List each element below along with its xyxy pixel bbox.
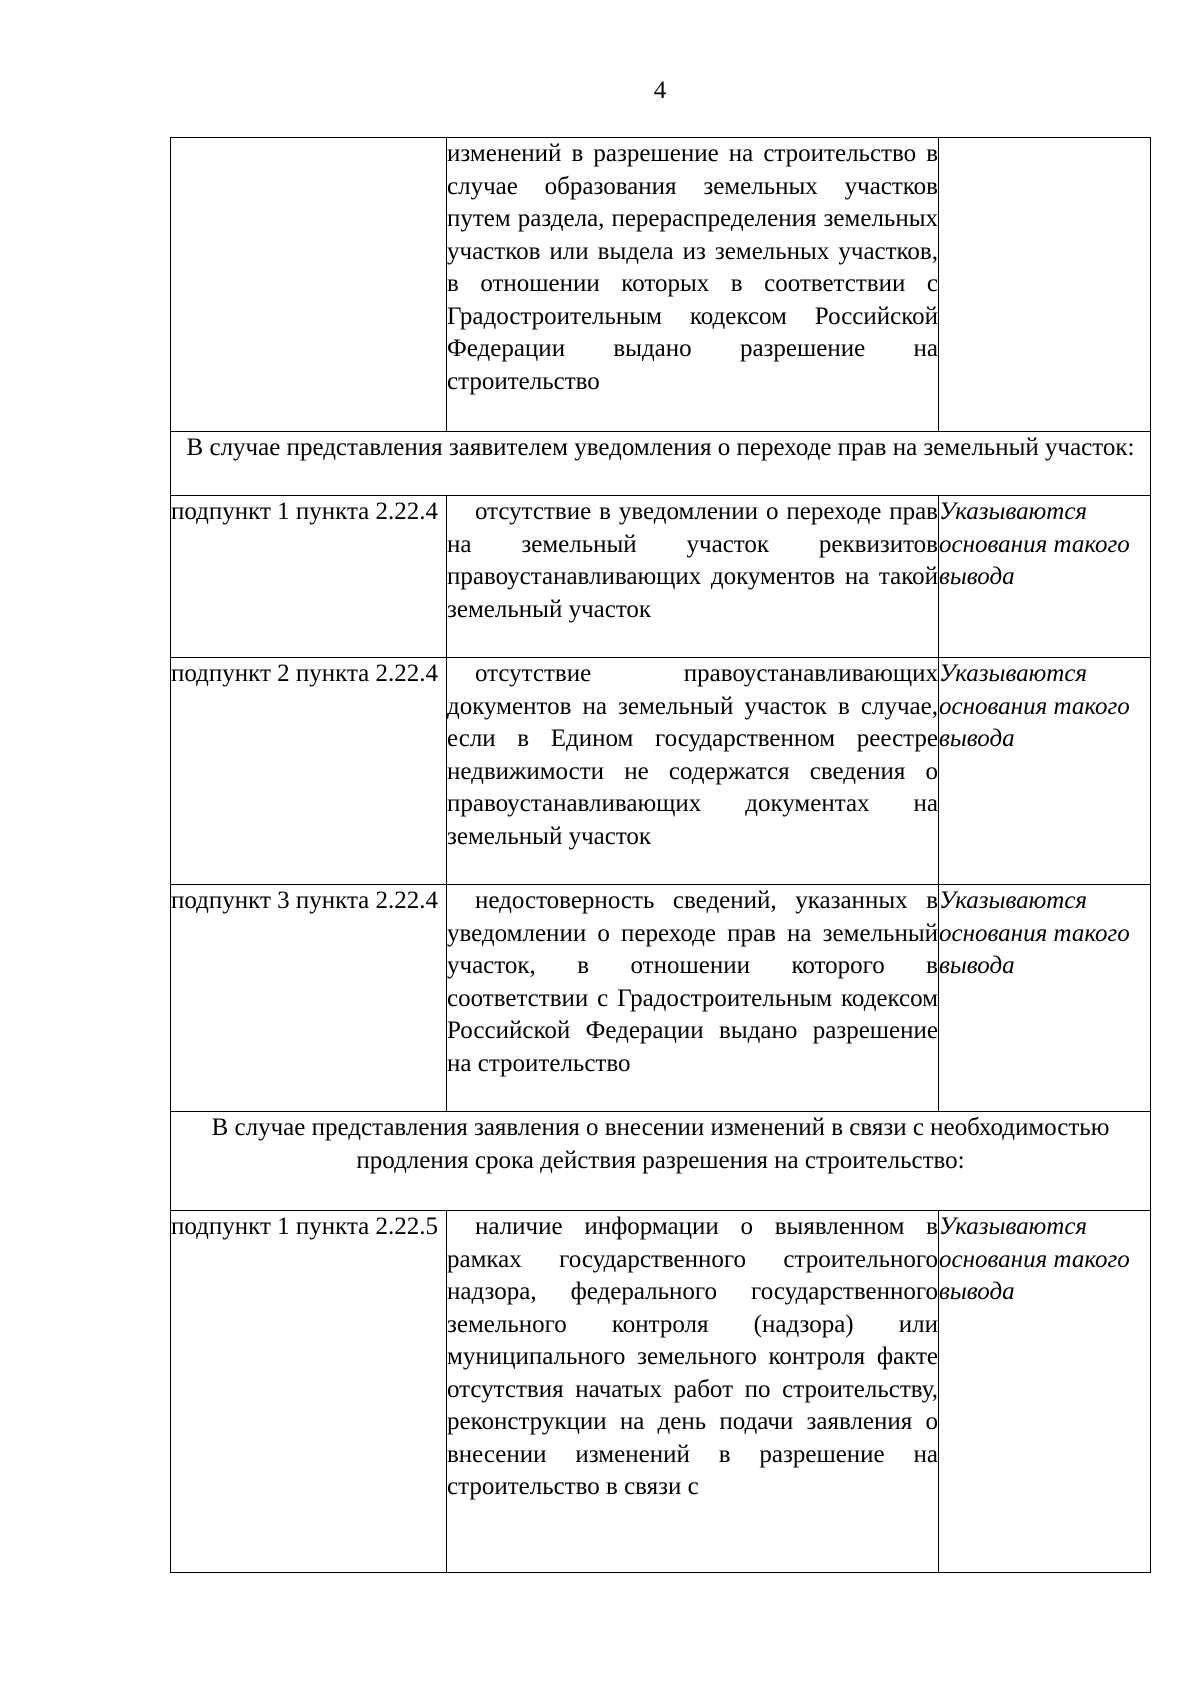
table-row	[171, 138, 1151, 432]
section-header-row	[171, 1112, 1151, 1211]
ref-cell	[171, 138, 447, 432]
grounds-table	[170, 137, 1151, 1573]
description-cell	[447, 1211, 939, 1573]
basis-cell	[939, 138, 1151, 432]
basis-cell: Указываются основания такого вывода	[939, 1211, 1151, 1573]
description-cell	[447, 496, 939, 658]
basis-cell: Указываются основания такого вывода	[939, 496, 1151, 658]
description-text: изменений в разрешение на строительство в случае образования земельных участков путем раздела, перераспределения земельных участков или выдела из земельных участков, в отношении которых в соответствии с Градостроительным кодексом Российской Федерации выдано разрешение на строительство	[447, 140, 938, 395]
description-cell	[447, 885, 939, 1112]
table-row	[171, 1211, 1151, 1573]
ref-cell: подпункт 2 пункта 2.22.4	[171, 658, 447, 885]
table-row	[171, 885, 1151, 1112]
section-heading: В случае представления заявителем уведомления о переходе прав на земельный участок:	[171, 432, 1151, 496]
table-row	[171, 658, 1151, 885]
description-text: наличие информации о выявленном в рамках государственного строительного надзора, федерального государственного земельного контроля (надзора) или муниципального земельного контроля факте отсутствия начатых работ по строительству, реконструкции на день подачи заявления о внесении изменений в разрешение на строительство в связи с	[447, 1213, 938, 1500]
basis-cell: Указываются основания такого вывода	[939, 658, 1151, 885]
page-number: 4	[653, 77, 667, 104]
section-header-row	[171, 432, 1151, 496]
description-cell	[447, 658, 939, 885]
table-row	[171, 496, 1151, 658]
basis-cell: Указываются основания такого вывода	[939, 885, 1151, 1112]
ref-cell: подпункт 1 пункта 2.22.5	[171, 1211, 447, 1573]
description-text: отсутствие в уведомлении о переходе прав на земельный участок реквизитов правоустанавливающих документов на такой земельный участок	[447, 498, 938, 623]
section-heading: В случае представления заявления о внесении изменений в связи с необходимостью продления срока действия разрешения на строительство:	[171, 1112, 1151, 1211]
ref-cell: подпункт 1 пункта 2.22.4	[171, 496, 447, 658]
description-cell	[447, 138, 939, 432]
description-text: отсутствие правоустанавливающих документов на земельный участок в случае, если в Едином государственном реестре недвижимости не содержатся сведения о правоустанавливающих документах на земельный участок	[447, 660, 938, 850]
ref-cell: подпункт 3 пункта 2.22.4	[171, 885, 447, 1112]
description-text: недостоверность сведений, указанных в уведомлении о переходе прав на земельный участок, в отношении которого в соответствии с Градостроительным кодексом Российской Федерации выдано разрешение на строительство	[447, 887, 938, 1077]
